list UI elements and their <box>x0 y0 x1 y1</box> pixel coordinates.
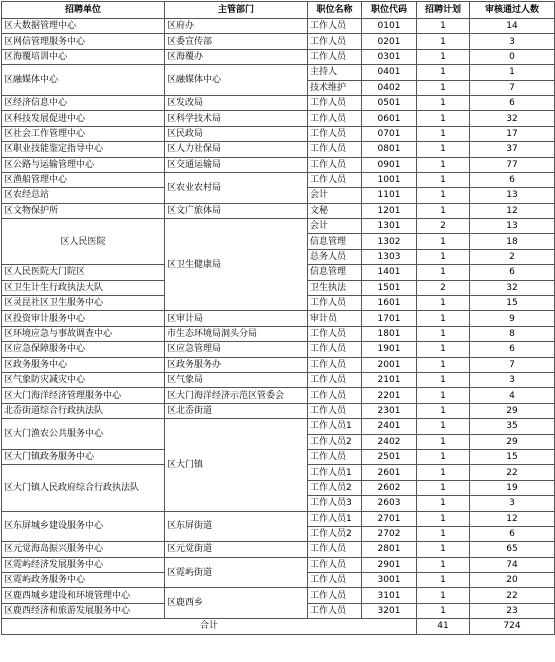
code-cell: 1701 <box>362 311 417 326</box>
pass-cell: 14 <box>470 19 555 34</box>
plan-cell: 1 <box>417 603 470 618</box>
plan-cell: 1 <box>417 557 470 572</box>
header-position: 职位名称 <box>308 2 362 19</box>
dept-cell: 区文广旅体局 <box>165 203 308 218</box>
table-row <box>2 65 555 80</box>
pass-cell: 19 <box>470 480 555 495</box>
code-cell: 3001 <box>362 573 417 588</box>
dept-cell: 区大门镇 <box>165 419 308 511</box>
code-cell: 1101 <box>362 188 417 203</box>
plan-cell: 1 <box>417 142 470 157</box>
dept-cell: 区农业农村局 <box>165 172 308 203</box>
header-pass: 审核通过人数 <box>470 2 555 19</box>
code-cell: 1001 <box>362 172 417 187</box>
plan-cell: 2 <box>417 219 470 234</box>
plan-cell: 1 <box>417 95 470 110</box>
code-cell: 2602 <box>362 480 417 495</box>
code-cell: 1302 <box>362 234 417 249</box>
position-cell: 工作人员 <box>308 357 362 372</box>
plan-cell: 1 <box>417 342 470 357</box>
code-cell: 0101 <box>362 19 417 34</box>
position-cell: 会计 <box>308 188 362 203</box>
pass-cell: 2 <box>470 249 555 264</box>
unit-cell: 区环境应急与事故调查中心 <box>2 326 165 341</box>
table-row <box>2 388 555 403</box>
unit-cell: 区人民医院大门院区 <box>2 265 165 280</box>
pass-cell: 1 <box>470 65 555 80</box>
dept-cell: 区元觉街道 <box>165 542 308 557</box>
position-cell: 工作人员 <box>308 95 362 110</box>
code-cell: 2702 <box>362 526 417 541</box>
table-row <box>2 142 555 157</box>
table-body <box>2 19 555 635</box>
code-cell: 2001 <box>362 357 417 372</box>
unit-cell: 区科技发展促进中心 <box>2 111 165 126</box>
total-plan: 41 <box>417 619 470 634</box>
unit-cell: 区大门渔农公共服务中心 <box>2 419 165 450</box>
plan-cell: 1 <box>417 296 470 311</box>
unit-cell: 区应急保障服务中心 <box>2 342 165 357</box>
total-row <box>2 619 555 634</box>
pass-cell: 13 <box>470 219 555 234</box>
pass-cell: 4 <box>470 388 555 403</box>
position-cell: 工作人员 <box>308 157 362 172</box>
pass-cell: 35 <box>470 419 555 434</box>
table-row <box>2 403 555 418</box>
pass-cell: 32 <box>470 111 555 126</box>
dept-cell: 区融媒体中心 <box>165 65 308 96</box>
pass-cell: 29 <box>470 403 555 418</box>
pass-cell: 7 <box>470 357 555 372</box>
plan-cell: 1 <box>417 326 470 341</box>
code-cell: 1301 <box>362 219 417 234</box>
dept-cell: 区鹿西乡 <box>165 588 308 619</box>
position-cell: 工作人员 <box>308 542 362 557</box>
position-cell: 工作人员2 <box>308 480 362 495</box>
pass-cell: 22 <box>470 588 555 603</box>
pass-cell: 37 <box>470 142 555 157</box>
code-cell: 1201 <box>362 203 417 218</box>
code-cell: 2201 <box>362 388 417 403</box>
unit-cell: 区霓屿经济发展服务中心 <box>2 557 165 572</box>
position-cell: 工作人员 <box>308 111 362 126</box>
pass-cell: 12 <box>470 203 555 218</box>
pass-cell: 29 <box>470 434 555 449</box>
plan-cell: 1 <box>417 588 470 603</box>
pass-cell: 23 <box>470 603 555 618</box>
plan-cell: 1 <box>417 511 470 526</box>
position-cell: 审计员 <box>308 311 362 326</box>
code-cell: 1401 <box>362 265 417 280</box>
pass-cell: 3 <box>470 34 555 49</box>
position-cell: 工作人员1 <box>308 511 362 526</box>
dept-cell: 区北岙街道 <box>165 403 308 418</box>
pass-cell: 17 <box>470 126 555 141</box>
pass-cell: 74 <box>470 557 555 572</box>
plan-cell: 1 <box>417 573 470 588</box>
plan-cell: 1 <box>417 372 470 387</box>
code-cell: 2901 <box>362 557 417 572</box>
pass-cell: 32 <box>470 280 555 295</box>
plan-cell: 1 <box>417 157 470 172</box>
position-cell: 工作人员 <box>308 34 362 49</box>
position-cell: 工作人员 <box>308 49 362 64</box>
position-cell: 工作人员 <box>308 403 362 418</box>
table-row <box>2 326 555 341</box>
dept-cell: 区政务服务办 <box>165 357 308 372</box>
position-cell: 信息管理 <box>308 265 362 280</box>
plan-cell: 1 <box>417 19 470 34</box>
code-cell: 1801 <box>362 326 417 341</box>
table-row <box>2 203 555 218</box>
position-cell: 卫生执法 <box>308 280 362 295</box>
pass-cell: 3 <box>470 496 555 511</box>
table-row <box>2 511 555 526</box>
plan-cell: 1 <box>417 172 470 187</box>
code-cell: 0601 <box>362 111 417 126</box>
dept-cell: 区气象局 <box>165 372 308 387</box>
unit-cell: 北岙街道综合行政执法队 <box>2 403 165 418</box>
dept-cell: 区交通运输局 <box>165 157 308 172</box>
position-cell: 工作人员 <box>308 372 362 387</box>
pass-cell: 3 <box>470 372 555 387</box>
unit-cell: 区社会工作管理中心 <box>2 126 165 141</box>
code-cell: 3101 <box>362 588 417 603</box>
position-cell: 工作人员 <box>308 388 362 403</box>
dept-cell: 区卫生健康局 <box>165 219 308 311</box>
table-header-row <box>2 2 555 19</box>
position-cell: 信息管理 <box>308 234 362 249</box>
code-cell: 2601 <box>362 465 417 480</box>
table-row <box>2 49 555 64</box>
code-cell: 0801 <box>362 142 417 157</box>
pass-cell: 6 <box>470 95 555 110</box>
position-cell: 技术维护 <box>308 80 362 95</box>
pass-cell: 7 <box>470 80 555 95</box>
header-plan: 招聘计划 <box>417 2 470 19</box>
pass-cell: 15 <box>470 296 555 311</box>
total-pass: 724 <box>470 619 555 634</box>
table-row <box>2 542 555 557</box>
dept-cell: 区海覆办 <box>165 49 308 64</box>
plan-cell: 1 <box>417 126 470 141</box>
plan-cell: 1 <box>417 65 470 80</box>
plan-cell: 1 <box>417 111 470 126</box>
code-cell: 0501 <box>362 95 417 110</box>
plan-cell: 1 <box>417 496 470 511</box>
code-cell: 2801 <box>362 542 417 557</box>
plan-cell: 1 <box>417 80 470 95</box>
unit-cell: 区灵昆社区卫生服务中心 <box>2 296 165 311</box>
position-cell: 工作人员 <box>308 449 362 464</box>
position-cell: 工作人员 <box>308 126 362 141</box>
unit-cell: 区投资审计服务中心 <box>2 311 165 326</box>
plan-cell: 1 <box>417 434 470 449</box>
plan-cell: 1 <box>417 419 470 434</box>
unit-cell: 区公路与运输管理中心 <box>2 157 165 172</box>
plan-cell: 1 <box>417 34 470 49</box>
unit-cell: 区政务服务中心 <box>2 357 165 372</box>
unit-cell: 区气象防灾减灾中心 <box>2 372 165 387</box>
code-cell: 0402 <box>362 80 417 95</box>
plan-cell: 1 <box>417 403 470 418</box>
unit-cell: 区霓屿政务服务中心 <box>2 573 165 588</box>
plan-cell: 1 <box>417 188 470 203</box>
dept-cell: 区府办 <box>165 19 308 34</box>
table-row <box>2 588 555 603</box>
pass-cell: 8 <box>470 326 555 341</box>
code-cell: 2701 <box>362 511 417 526</box>
position-cell: 工作人员 <box>308 557 362 572</box>
plan-cell: 2 <box>417 280 470 295</box>
position-cell: 工作人员 <box>308 342 362 357</box>
position-cell: 工作人员 <box>308 296 362 311</box>
unit-cell: 区大门镇政务服务中心 <box>2 449 165 464</box>
code-cell: 2402 <box>362 434 417 449</box>
plan-cell: 1 <box>417 203 470 218</box>
pass-cell: 18 <box>470 234 555 249</box>
header-unit: 招聘单位 <box>2 2 165 19</box>
unit-cell: 区卫生计生行政执法大队 <box>2 280 165 295</box>
pass-cell: 6 <box>470 342 555 357</box>
dept-cell: 区应急管理局 <box>165 342 308 357</box>
dept-cell: 区民政局 <box>165 126 308 141</box>
table-row <box>2 342 555 357</box>
position-cell: 工作人员 <box>308 603 362 618</box>
unit-cell: 区海覆培训中心 <box>2 49 165 64</box>
table-row <box>2 19 555 34</box>
pass-cell: 6 <box>470 265 555 280</box>
position-cell: 工作人员 <box>308 326 362 341</box>
code-cell: 1501 <box>362 280 417 295</box>
unit-cell: 区东屏城乡建设服务中心 <box>2 511 165 542</box>
recruitment-table <box>1 1 555 635</box>
position-cell: 工作人员3 <box>308 496 362 511</box>
position-cell: 主持人 <box>308 65 362 80</box>
position-cell: 会计 <box>308 219 362 234</box>
position-cell: 工作人员2 <box>308 526 362 541</box>
unit-cell: 区鹿西城乡建设和环境管理中心 <box>2 588 165 603</box>
dept-cell: 区霓屿街道 <box>165 557 308 588</box>
pass-cell: 12 <box>470 511 555 526</box>
table-row <box>2 219 555 234</box>
plan-cell: 1 <box>417 449 470 464</box>
dept-cell: 区委宣传部 <box>165 34 308 49</box>
total-label: 合计 <box>2 619 417 634</box>
code-cell: 2401 <box>362 419 417 434</box>
pass-cell: 22 <box>470 465 555 480</box>
position-cell: 文秘 <box>308 203 362 218</box>
unit-cell: 区大数据管理中心 <box>2 19 165 34</box>
code-cell: 0901 <box>362 157 417 172</box>
unit-cell: 区渔船管理中心 <box>2 172 165 187</box>
pass-cell: 77 <box>470 157 555 172</box>
header-code: 职位代码 <box>362 2 417 19</box>
dept-cell: 区东屏街道 <box>165 511 308 542</box>
position-cell: 工作人员1 <box>308 419 362 434</box>
code-cell: 1901 <box>362 342 417 357</box>
position-cell: 工作人员 <box>308 588 362 603</box>
header-dept: 主管部门 <box>165 2 308 19</box>
table-row <box>2 172 555 187</box>
table-row <box>2 357 555 372</box>
unit-cell: 区网信管理服务中心 <box>2 34 165 49</box>
pass-cell: 0 <box>470 49 555 64</box>
plan-cell: 1 <box>417 234 470 249</box>
unit-cell: 区融媒体中心 <box>2 65 165 96</box>
pass-cell: 13 <box>470 188 555 203</box>
dept-cell: 区大门海洋经济示范区管委会 <box>165 388 308 403</box>
unit-cell: 区人民医院 <box>2 219 165 265</box>
pass-cell: 6 <box>470 526 555 541</box>
code-cell: 0301 <box>362 49 417 64</box>
table-row <box>2 157 555 172</box>
code-cell: 2603 <box>362 496 417 511</box>
code-cell: 1601 <box>362 296 417 311</box>
position-cell: 工作人员 <box>308 142 362 157</box>
unit-cell: 区元觉海岛振兴服务中心 <box>2 542 165 557</box>
table-row <box>2 311 555 326</box>
pass-cell: 20 <box>470 573 555 588</box>
table-row <box>2 372 555 387</box>
table-row <box>2 95 555 110</box>
plan-cell: 1 <box>417 311 470 326</box>
dept-cell: 区科学技术局 <box>165 111 308 126</box>
pass-cell: 65 <box>470 542 555 557</box>
position-cell: 总务人员 <box>308 249 362 264</box>
unit-cell: 区大门镇人民政府综合行政执法队 <box>2 465 165 511</box>
plan-cell: 1 <box>417 49 470 64</box>
dept-cell: 市生态环境局洞头分局 <box>165 326 308 341</box>
table-row <box>2 419 555 434</box>
code-cell: 0701 <box>362 126 417 141</box>
unit-cell: 区文物保护所 <box>2 203 165 218</box>
unit-cell: 区经济信息中心 <box>2 95 165 110</box>
code-cell: 3201 <box>362 603 417 618</box>
unit-cell: 区职业技能鉴定指导中心 <box>2 142 165 157</box>
unit-cell: 区大门海洋经济管理服务中心 <box>2 388 165 403</box>
table-row <box>2 557 555 572</box>
code-cell: 0201 <box>362 34 417 49</box>
table-row <box>2 111 555 126</box>
position-cell: 工作人员 <box>308 573 362 588</box>
dept-cell: 区审计局 <box>165 311 308 326</box>
plan-cell: 1 <box>417 526 470 541</box>
pass-cell: 9 <box>470 311 555 326</box>
plan-cell: 1 <box>417 480 470 495</box>
position-cell: 工作人员 <box>308 19 362 34</box>
code-cell: 2301 <box>362 403 417 418</box>
plan-cell: 1 <box>417 265 470 280</box>
code-cell: 0401 <box>362 65 417 80</box>
plan-cell: 1 <box>417 465 470 480</box>
plan-cell: 1 <box>417 357 470 372</box>
position-cell: 工作人员 <box>308 172 362 187</box>
code-cell: 2101 <box>362 372 417 387</box>
table-row <box>2 34 555 49</box>
plan-cell: 1 <box>417 388 470 403</box>
plan-cell: 1 <box>417 542 470 557</box>
dept-cell: 区人力社保局 <box>165 142 308 157</box>
pass-cell: 15 <box>470 449 555 464</box>
code-cell: 1303 <box>362 249 417 264</box>
position-cell: 工作人员2 <box>308 434 362 449</box>
table-row <box>2 126 555 141</box>
dept-cell: 区发改局 <box>165 95 308 110</box>
code-cell: 2501 <box>362 449 417 464</box>
position-cell: 工作人员1 <box>308 465 362 480</box>
pass-cell: 6 <box>470 172 555 187</box>
plan-cell: 1 <box>417 249 470 264</box>
unit-cell: 区鹿西经济和旅游发展服务中心 <box>2 603 165 618</box>
unit-cell: 区农经总站 <box>2 188 165 203</box>
